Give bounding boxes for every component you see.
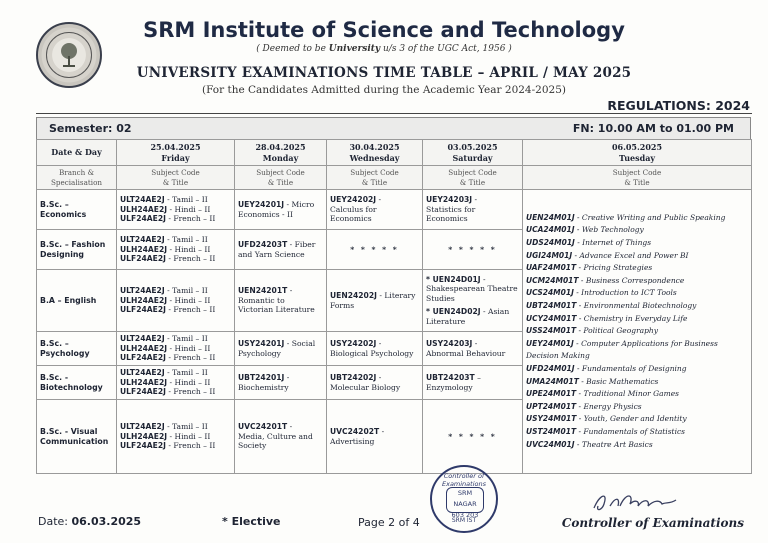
branch-header: Branch & Specialisation <box>37 166 117 190</box>
elective-item: UCM24M01T - Business Correspondence <box>526 275 685 285</box>
subject-cell: UEY24202J - Calculus for Economics <box>327 190 423 230</box>
language-papers: ULT24AE2J - Tamil – II ULH24AE2J - Hindi – II ULF24AE2J - French – II <box>117 230 235 270</box>
subject-cell: USY24202J - Biological Psychology <box>327 332 423 366</box>
date-column-header: 03.05.2025 Saturday <box>423 140 523 166</box>
subject-cell: UEY24201J - Micro Economics - II <box>235 190 327 230</box>
date-column-header: 25.04.2025 Friday <box>117 140 235 166</box>
elective-item: Decision Making <box>526 351 590 361</box>
subject-cell: UVC24202T - Advertising <box>327 400 423 474</box>
institution-name: SRM Institute of Science and Technology <box>143 18 625 42</box>
subject-header: Subject Code & Title <box>423 166 523 190</box>
deemed-university-note: ( Deemed to be University u/s 3 of the UGC Act, 1956 ) <box>256 44 512 54</box>
date-header-row <box>37 140 752 166</box>
date-column-header: 28.04.2025 Monday <box>235 140 327 166</box>
seal-center: SRM NAGAR 603 203 <box>446 487 484 513</box>
tuesday-electives <box>523 190 752 474</box>
signature-mark <box>590 486 680 516</box>
semester-bar <box>36 117 751 139</box>
subject-header: Subject Code & Title <box>327 166 423 190</box>
elective-subject-cell: * UEN24D01J - Shakespearean Theatre Studies * UEN24D02J - Asian Literature <box>423 270 523 332</box>
program-name: B.Sc. - Visual Communication <box>37 400 117 474</box>
subject-cell: UEN24201T - Romantic to Victorian Literature <box>235 270 327 332</box>
subject-cell: UFD24203T - Fiber and Yarn Science <box>235 230 327 270</box>
controller-seal <box>430 465 498 533</box>
semester-label: Semester: 02 <box>49 122 132 135</box>
elective-item: UVC24M01J - Theatre Art Basics <box>526 439 653 449</box>
language-papers: ULT24AE2J - Tamil – II ULH24AE2J - Hindi – II ULF24AE2J - French – II <box>117 270 235 332</box>
elective-item: UPE24M01T - Traditional Minor Games <box>526 389 680 399</box>
signatory-title: Controller of Examinations <box>561 516 744 530</box>
elective-item: UCA24M01J - Web Technology <box>526 225 644 235</box>
subject-cell: UBT24203T – Enzymology <box>423 366 523 400</box>
table-row <box>37 190 752 230</box>
elective-item: UST24M01T - Fundamentals of Statistics <box>526 426 686 436</box>
subject-cell: USY24203J - Abnormal Behaviour <box>423 332 523 366</box>
subject-cell: UEN24202J - Literary Forms <box>327 270 423 332</box>
timetable-title: UNIVERSITY EXAMINATIONS TIME TABLE – APRIL / MAY 2025 <box>136 65 632 81</box>
program-name: B.Sc. – Fashion Designing <box>37 230 117 270</box>
page-number: Page 2 of 4 <box>358 516 420 529</box>
no-exam-stars: * * * * * <box>423 230 523 270</box>
elective-item: UMA24M01T - Basic Mathematics <box>526 376 659 386</box>
subject-header: Subject Code & Title <box>117 166 235 190</box>
regulations-label: REGULATIONS: 2024 <box>607 98 750 113</box>
elective-item: UAF24M01T - Pricing Strategies <box>526 263 653 273</box>
header-divider <box>36 113 752 114</box>
elective-item: USS24M01T - Political Geography <box>526 326 658 336</box>
elective-item: UCS24M01J - Introduction to ICT Tools <box>526 288 677 298</box>
program-name: B.Sc. – Psychology <box>37 332 117 366</box>
timetable-subtitle: (For the Candidates Admitted during the Academic Year 2024-2025) <box>202 84 566 96</box>
elective-item: UPT24M01T - Energy Physics <box>526 401 642 411</box>
session-time: FN: 10.00 AM to 01.00 PM <box>572 122 734 135</box>
seal-bottom-text: SRM IST <box>451 517 477 524</box>
date-day-header: Date & Day <box>37 140 117 166</box>
subject-cell: UEY24203J - Statistics for Economics <box>423 190 523 230</box>
seal-arc-text: Controller of Examinations <box>441 472 486 488</box>
elective-item: USY24M01T - Youth, Gender and Identity <box>526 414 687 424</box>
subject-cell: UVC24201T - Media, Culture and Society <box>235 400 327 474</box>
elective-item: UGI24M01J - Advance Excel and Power BI <box>526 250 689 260</box>
subject-cell: USY24201J - Social Psychology <box>235 332 327 366</box>
elective-item: UEY24M01J - Computer Applications for Business <box>526 338 718 348</box>
language-papers: ULT24AE2J - Tamil – II ULH24AE2J - Hindi – II ULF24AE2J - French – II <box>117 332 235 366</box>
program-name: B.Sc. – Economics <box>37 190 117 230</box>
program-name: B.A – English <box>37 270 117 332</box>
language-papers: ULT24AE2J - Tamil – II ULH24AE2J - Hindi – II ULF24AE2J - French – II <box>117 366 235 400</box>
no-exam-stars: * * * * * <box>327 230 423 270</box>
language-papers: ULT24AE2J - Tamil – II ULH24AE2J - Hindi – II ULF24AE2J - French – II <box>117 190 235 230</box>
timetable <box>36 139 752 474</box>
elective-item: UFD24M01J - Fundamentals of Designing <box>526 363 687 373</box>
elective-item: UCY24M01T - Chemistry in Everyday Life <box>526 313 688 323</box>
subject-cell: UBT24202J - Molecular Biology <box>327 366 423 400</box>
date-column-header: 30.04.2025 Wednesday <box>327 140 423 166</box>
date-column-header: 06.05.2025 Tuesday <box>523 140 752 166</box>
program-name: B.Sc. - Biotechnology <box>37 366 117 400</box>
subject-header: Subject Code & Title <box>523 166 752 190</box>
subject-header: Subject Code & Title <box>235 166 327 190</box>
subject-cell: UBT24201J - Biochemistry <box>235 366 327 400</box>
elective-item: UBT24M01T - Environmental Biotechnology <box>526 301 697 311</box>
elective-item: UEN24M01J - Creative Writing and Public Speaking <box>526 212 726 222</box>
subject-header-row <box>37 166 752 190</box>
elective-note: * Elective <box>222 515 281 528</box>
issue-date: Date: 06.03.2025 <box>38 515 142 528</box>
language-papers: ULT24AE2J - Tamil – II ULH24AE2J - Hindi – II ULF24AE2J - French – II <box>117 400 235 474</box>
no-exam-stars: * * * * * <box>423 400 523 474</box>
elective-item: UDS24M01J - Internet of Things <box>526 238 652 248</box>
